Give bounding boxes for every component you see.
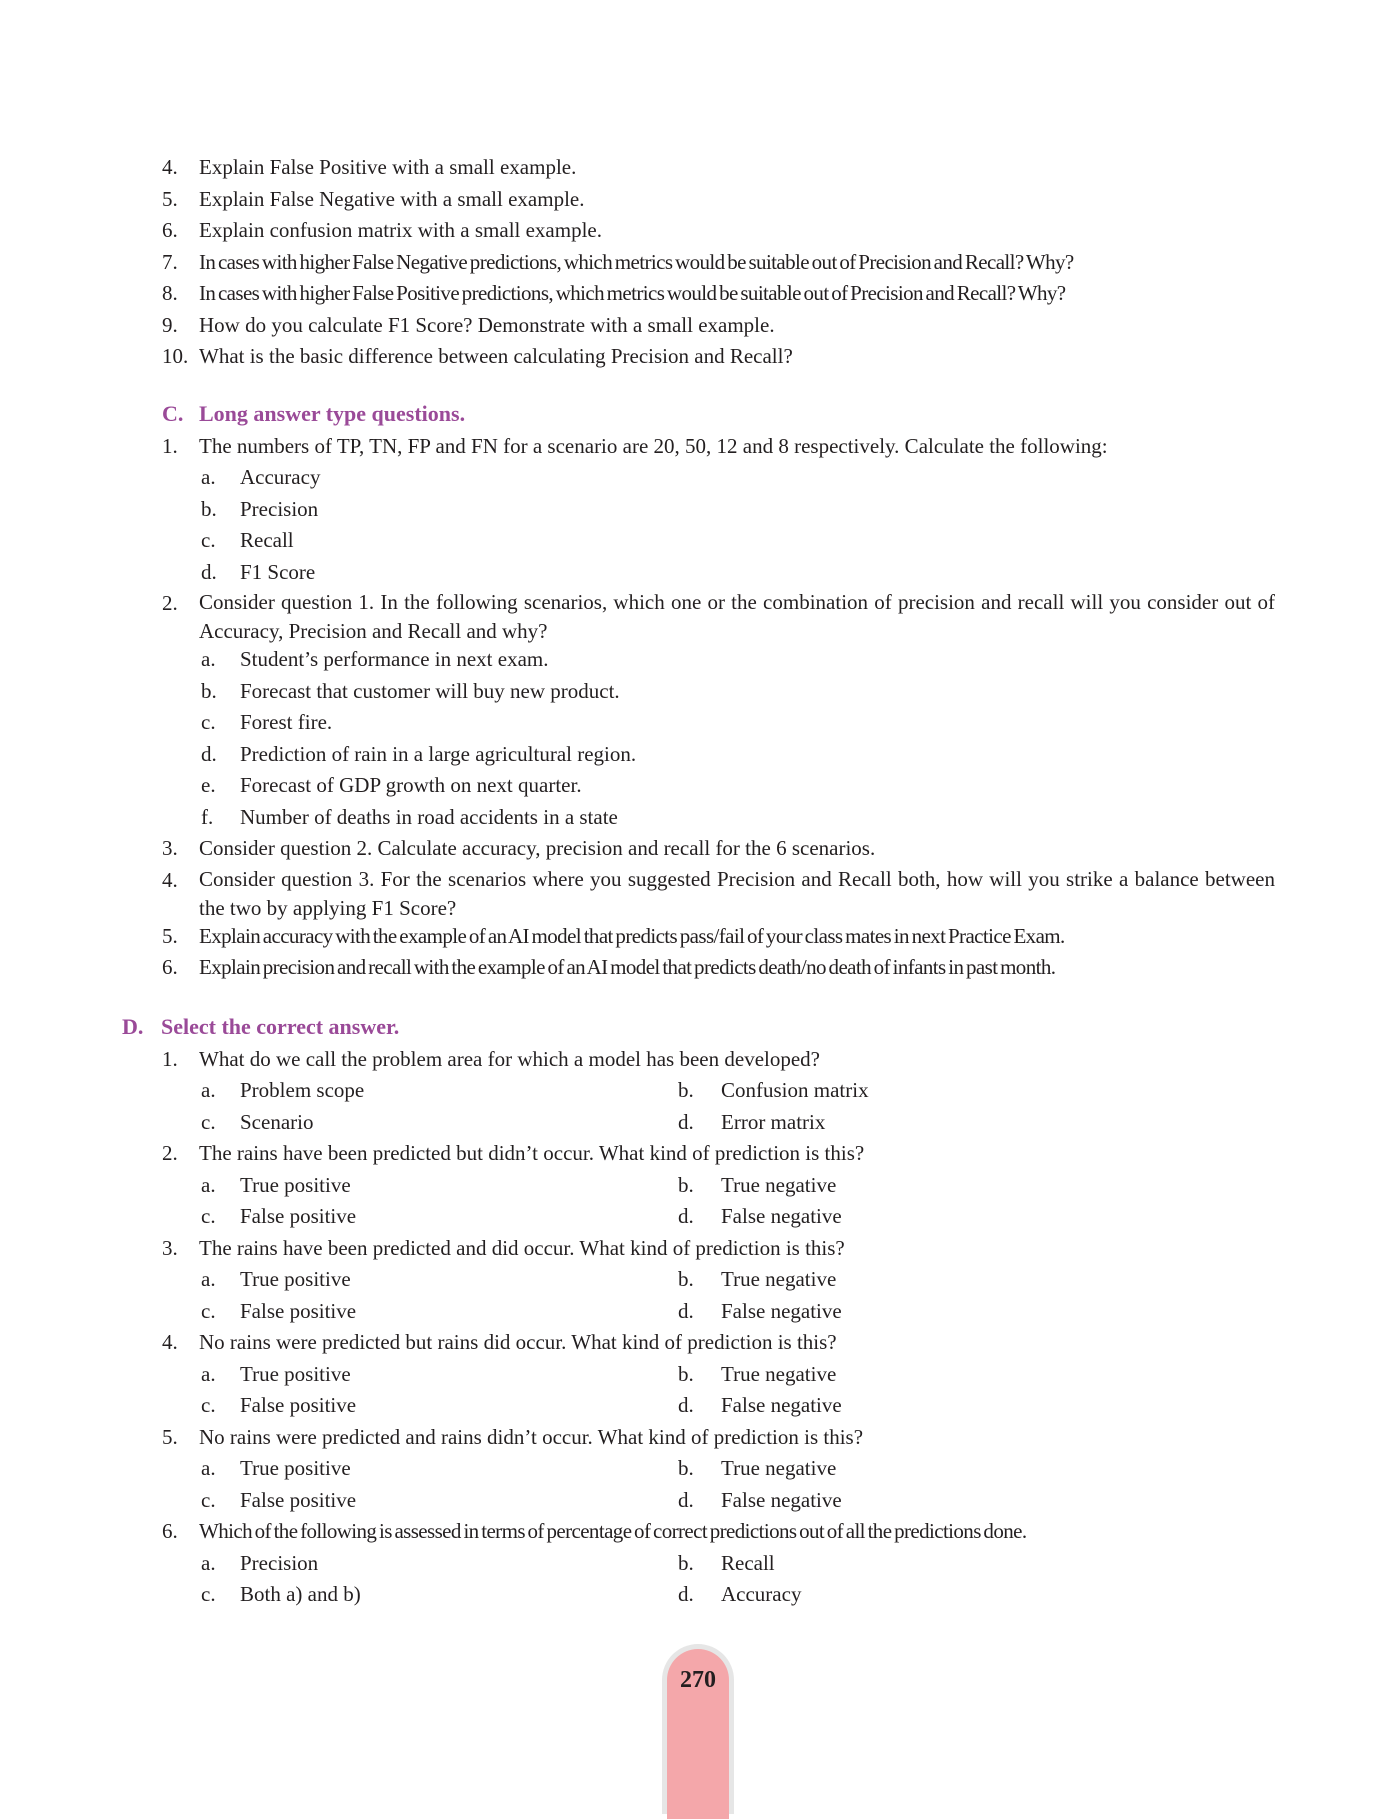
question-item-number: 6. [162,1519,178,1543]
question-item-text: In cases with higher False Negative predictions, which metrics would be suitable out of Precision and Recall? Why? [199,249,1074,274]
question-item [0,952,1400,984]
option-text: False negative [721,1487,842,1512]
question-item-number: 2. [162,591,178,615]
option-row-number: a. [201,1172,216,1197]
option-row-text: Problem scope [240,1078,365,1102]
question-item-number: 4. [162,1330,178,1354]
option-row-number: a. [201,1550,216,1575]
option-row-text: False positive [240,1487,357,1512]
question-item-text: What is the basic difference between calculating Precision and Recall? [199,344,793,368]
sub-item [0,739,1400,771]
sub-item-number: b. [201,678,217,703]
question-item-text: Consider question 3. For the scenarios where you suggested Precision and Recall both, how will you strike a balance between the two by applying F1 Score? [199,866,1275,920]
option-row [0,1107,1400,1139]
question-item [0,865,1400,921]
sub-item [0,494,1400,526]
section-title: Select the correct answer. [161,1013,400,1039]
option-letter: d. [678,1204,694,1228]
option-row [0,1264,1400,1296]
question-item-text: Explain confusion matrix with a small example. [199,218,602,242]
sub-item-text: Forecast of GDP growth on next quarter. [240,773,582,797]
question-item-text: Explain False Negative with a small example. [199,186,585,211]
question-item-number: 7. [162,249,178,274]
sub-item-text: Forecast that customer will buy new product. [240,678,620,703]
page-content [0,152,1400,1611]
option-row-text: Precision [240,1550,319,1575]
option-row [0,1390,1400,1422]
question-item-number: 10. [162,344,189,368]
option-row [0,1201,1400,1233]
sub-item-text: Number of deaths in road accidents in a state [240,804,618,829]
option-row-number: a. [201,1361,216,1386]
sub-item [0,557,1400,589]
option-row [0,1453,1400,1485]
option-row [0,1359,1400,1391]
option-letter: b. [678,1078,694,1102]
question-item-number: 6. [162,218,178,242]
question-item [0,833,1400,865]
option-text: True negative [721,1456,837,1480]
section-title: Long answer type questions. [199,400,466,426]
question-item-text: Consider question 2. Calculate accuracy, precision and recall for the 6 scenarios. [199,836,876,860]
option-letter: d. [678,1487,694,1512]
option-text: False negative [721,1204,842,1228]
sub-item-text: F1 Score [240,559,316,584]
option-row [0,1548,1400,1580]
sub-item [0,676,1400,708]
sub-item-text: Forest fire. [240,710,333,734]
option-row-number: c. [201,1487,216,1512]
question-item-text: Explain precision and recall with the example of an AI model that predicts death/no death of infants in past month. [199,955,1056,979]
question-item [0,215,1400,247]
option-row-text: Scenario [240,1109,314,1134]
question-item [0,278,1400,310]
sub-item-text: Accuracy [240,465,321,489]
option-row [0,1296,1400,1328]
sub-item-number: a. [201,465,216,489]
sub-item-text: Student’s performance in next exam. [240,647,549,671]
option-row-number: c. [201,1109,216,1134]
question-item [0,431,1400,463]
question-item-number: 5. [162,186,178,211]
question-item-text: Explain False Positive with a small example. [199,155,577,179]
option-row-text: True positive [240,1267,351,1291]
question-item-text: The numbers of TP, TN, FP and FN for a scenario are 20, 50, 12 and 8 respectively. Calculate the following: [199,433,1108,458]
question-item-text: The rains have been predicted and did occur. What kind of prediction is this? [199,1235,845,1260]
question-item-number: 3. [162,836,178,860]
sub-item [0,462,1400,494]
option-row [0,1579,1400,1611]
option-row-number: a. [201,1456,216,1480]
section-heading [0,1010,1400,1044]
option-text: Error matrix [721,1109,826,1134]
question-item-text: No rains were predicted but rains did occur. What kind of prediction is this? [199,1330,837,1354]
question-item-number: 6. [162,955,178,979]
sub-item [0,802,1400,834]
page-number: 270 [667,1649,729,1819]
option-row-number: c. [201,1204,216,1228]
question-item [0,1422,1400,1454]
question-item [0,1327,1400,1359]
question-item-number: 4. [162,155,178,179]
question-item-number: 5. [162,923,178,948]
question-item-text: No rains were predicted and rains didn’t occur. What kind of prediction is this? [199,1424,864,1449]
question-item [0,921,1400,953]
option-text: False negative [721,1298,842,1323]
sub-item [0,525,1400,557]
question-item [0,184,1400,216]
sub-item [0,707,1400,739]
question-item-number: 8. [162,281,178,305]
sub-item-number: b. [201,496,217,521]
option-row-number: c. [201,1582,216,1606]
sub-item-text: Precision [240,496,319,521]
option-row [0,1075,1400,1107]
question-item-text: In cases with higher False Positive predictions, which metrics would be suitable out of Precision and Recall? Why? [199,281,1066,305]
option-row-text: True positive [240,1456,351,1480]
question-item-text: Consider question 1. In the following scenarios, which one or the combination of precision and recall will you consider out of Accuracy, Precision and Recall and why? [199,590,1275,643]
question-item-number: 2. [162,1141,178,1165]
page-number-tab [662,1644,734,1814]
option-letter: d. [678,1298,694,1323]
question-item-number: 1. [162,433,178,458]
option-text: Confusion matrix [721,1078,869,1102]
question-item [0,588,1400,644]
option-letter: b. [678,1361,694,1386]
option-text: True negative [721,1267,837,1291]
question-item [0,341,1400,373]
question-item [0,1233,1400,1265]
question-item-number: 5. [162,1424,178,1449]
sub-item-number: f. [201,804,214,829]
option-text: True negative [721,1361,837,1386]
option-letter: b. [678,1550,694,1575]
option-row-text: False positive [240,1204,357,1228]
question-item [0,1044,1400,1076]
option-letter: d. [678,1393,694,1417]
option-row-text: False positive [240,1298,357,1323]
option-letter: d. [678,1109,694,1134]
question-item-number: 3. [162,1235,178,1260]
question-item-text: Which of the following is assessed in terms of percentage of correct predictions out of all the predictions done. [199,1519,1027,1543]
sub-item-text: Prediction of rain in a large agricultural region. [240,741,637,766]
sub-item-number: c. [201,528,216,552]
option-row [0,1485,1400,1517]
option-letter: d. [678,1582,694,1606]
question-item [0,247,1400,279]
question-item-text: The rains have been predicted but didn’t occur. What kind of prediction is this? [199,1141,865,1165]
option-text: False negative [721,1393,842,1417]
question-item-number: 9. [162,312,178,337]
option-row-number: a. [201,1267,216,1291]
option-text: Recall [721,1550,775,1575]
option-letter: b. [678,1456,694,1480]
question-item-number: 4. [162,867,178,892]
section-heading [0,397,1400,431]
question-item [0,1516,1400,1548]
option-row-text: Both a) and b) [240,1582,361,1606]
sub-item-text: Recall [240,528,294,552]
option-row-number: a. [201,1078,216,1102]
question-item-text: Explain accuracy with the example of an AI model that predicts pass/fail of your class mates in next Practice Exam. [199,923,1065,948]
option-text: Accuracy [721,1582,802,1606]
option-row-text: True positive [240,1361,351,1386]
sub-item-number: e. [201,773,216,797]
option-text: True negative [721,1172,837,1197]
question-item-text: What do we call the problem area for which a model has been developed? [199,1046,820,1071]
question-item [0,152,1400,184]
option-letter: b. [678,1172,694,1197]
question-item-number: 1. [162,1046,178,1071]
option-row-text: False positive [240,1393,357,1417]
question-item [0,1138,1400,1170]
sub-item-number: a. [201,647,216,671]
option-row-number: c. [201,1298,216,1323]
sub-item-number: c. [201,710,216,734]
question-item-text: How do you calculate F1 Score? Demonstrate with a small example. [199,312,775,337]
option-row-text: True positive [240,1172,351,1197]
question-item [0,310,1400,342]
sub-item [0,644,1400,676]
section-letter: D. [122,1013,144,1039]
option-row [0,1170,1400,1202]
sub-item [0,770,1400,802]
option-row-number: c. [201,1393,216,1417]
sub-item-number: d. [201,741,217,766]
option-letter: b. [678,1267,694,1291]
sub-item-number: d. [201,559,217,584]
section-letter: C. [162,400,184,426]
